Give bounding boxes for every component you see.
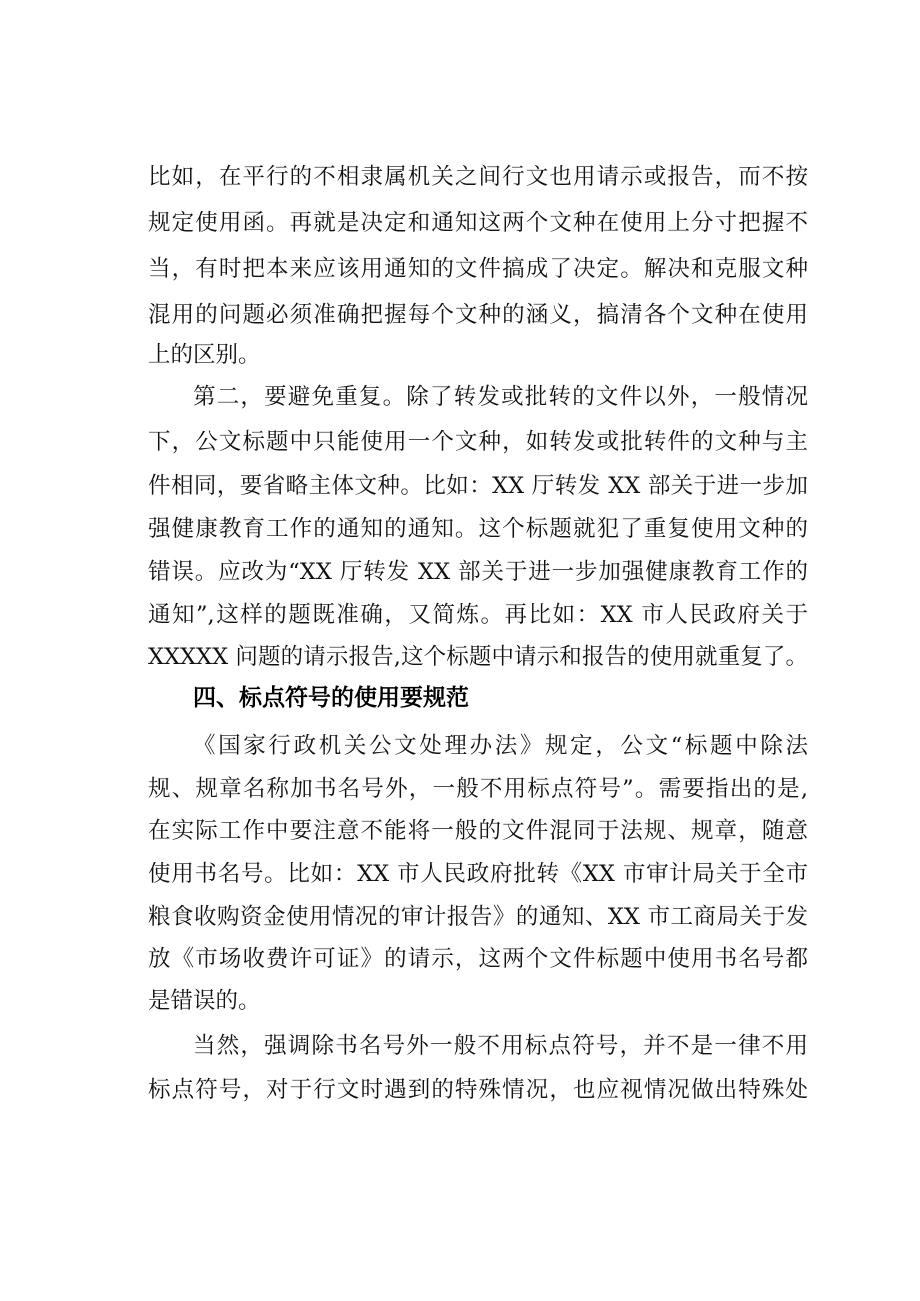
- text-line: 粮食收购资金使用情况的审计报告》的通知、XX 市工商局关于发: [148, 904, 808, 930]
- text-line: 标点符号，对于行文时遇到的特殊情况，也应视情况做出特殊处: [148, 1077, 808, 1103]
- text-line: 当，有时把本来应该用通知的文件搞成了决定。解决和克服文种: [148, 256, 808, 282]
- text-line: 通知”,这样的题既准确，又简炼。再比如：XX 市人民政府关于: [148, 602, 808, 628]
- text-line: 当然，强调除书名号外一般不用标点符号，并不是一律不用: [193, 1033, 808, 1059]
- text-line: XXXXX 问题的请示报告,这个标题中请示和报告的使用就重复了。: [148, 644, 808, 670]
- text-line: 放《市场收费许可证》的请示，这两个文件标题中使用书名号都: [148, 946, 808, 972]
- text-line: 使用书名号。比如：XX 市人民政府批转《XX 市审计局关于全市: [148, 861, 808, 887]
- text-line: 上的区别。: [148, 342, 261, 368]
- text-line: 是错误的。: [148, 988, 261, 1014]
- text-line: 第二，要避免重复。除了转发或批转的文件以外，一般情况: [193, 384, 808, 410]
- section-heading: 四、标点符号的使用要规范: [193, 685, 469, 711]
- text-line: 错误。应改为“XX 厅转发 XX 部关于进一步加强健康教育工作的: [148, 559, 808, 585]
- text-line: 强健康教育工作的通知的通知。这个标题就犯了重复使用文种的: [148, 516, 808, 542]
- text-line: 规、规章名称加书名号外，一般不用标点符号”。需要指出的是,: [148, 776, 808, 802]
- text-line: 在实际工作中要注意不能将一般的文件混同于法规、规章，随意: [148, 818, 808, 844]
- text-line: 比如，在平行的不相隶属机关之间行文也用请示或报告，而不按: [148, 164, 808, 190]
- text-line: 混用的问题必须准确把握每个文种的涵义，搞清各个文种在使用: [148, 302, 808, 328]
- text-line: 下，公文标题中只能使用一个文种，如转发或批转件的文种与主: [148, 429, 808, 455]
- text-line: 《国家行政机关公文处理办法》规定，公文“标题中除法: [193, 733, 808, 759]
- text-line: 件相同，要省略主体文种。比如：XX 厅转发 XX 部关于进一步加: [148, 473, 808, 499]
- text-line: 规定使用函。再就是决定和通知这两个文种在使用上分寸把握不: [148, 210, 808, 236]
